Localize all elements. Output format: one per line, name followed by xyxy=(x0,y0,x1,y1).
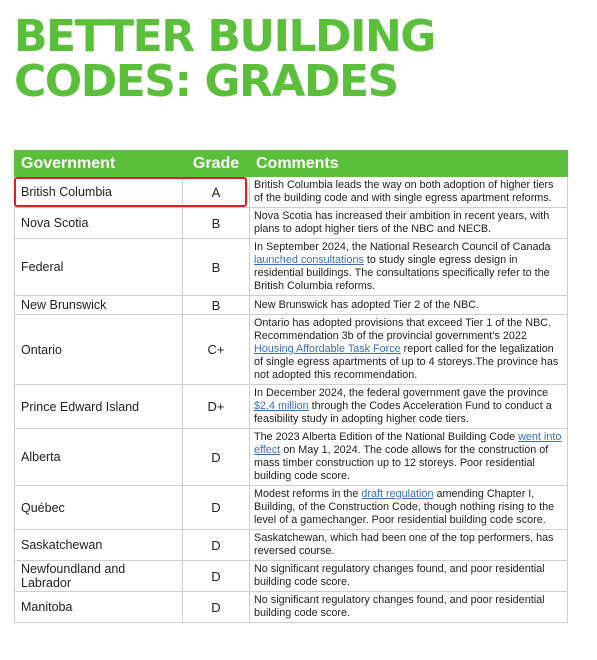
comment-link[interactable]: draft regulation xyxy=(361,488,434,500)
cell-government: Prince Edward Island xyxy=(15,385,183,429)
comment-link[interactable]: went into effect xyxy=(254,431,562,456)
cell-comment xyxy=(250,385,568,429)
comment-text: on May 1, 2024. The code allows for the construction of mass timber construction up to 12 storeys. Poor residential building code score. xyxy=(254,444,549,482)
table-header-row xyxy=(15,151,568,177)
grades-table xyxy=(14,150,568,623)
cell-grade: C+ xyxy=(183,315,250,385)
cell-comment xyxy=(250,239,568,296)
cell-comment xyxy=(250,486,568,530)
cell-grade: D xyxy=(183,592,250,623)
cell-government: Saskatchewan xyxy=(15,530,183,561)
table-row xyxy=(15,530,568,561)
title-line-1: BETTER BUILDING xyxy=(14,11,435,62)
table-row xyxy=(15,385,568,429)
comment-text: to study single egress design in residential buildings. The consultations specifically refer to the British Columbia reforms. xyxy=(254,254,550,292)
cell-grade: D xyxy=(183,561,250,592)
table-row xyxy=(15,429,568,486)
cell-government: Nova Scotia xyxy=(15,208,183,239)
cell-government: New Brunswick xyxy=(15,296,183,315)
comment-text: British Columbia leads the way on both adoption of higher tiers of the building code and with single egress apartment reforms. xyxy=(254,179,554,204)
table-row xyxy=(15,239,568,296)
cell-grade: D xyxy=(183,429,250,486)
page-title xyxy=(14,11,435,107)
header-grade: Grade xyxy=(183,151,250,177)
comment-link[interactable]: launched consultations xyxy=(254,254,364,266)
comment-text: In December 2024, the federal government gave the province xyxy=(254,387,549,399)
cell-government: British Columbia xyxy=(15,177,183,208)
comment-text: amending Chapter I, Building, of the Construction Code, though nothing rising to the level of a gamechanger. Poor residential building code score. xyxy=(254,488,555,526)
cell-government: Alberta xyxy=(15,429,183,486)
comment-text: Saskatchewan, which had been one of the top performers, has reversed course. xyxy=(254,532,554,557)
cell-government: Newfoundland and Labrador xyxy=(15,561,183,592)
comment-text: In September 2024, the National Research Council of Canada xyxy=(254,241,551,253)
header-comments: Comments xyxy=(250,151,568,177)
comment-text: report called for the legalization of single egress apartments of up to 4 storeys.The province has not adopted this recommendation. xyxy=(254,343,559,381)
table-row xyxy=(15,208,568,239)
comment-text: No significant regulatory changes found, and poor residential building code score. xyxy=(254,594,545,619)
cell-government: Federal xyxy=(15,239,183,296)
cell-grade: B xyxy=(183,296,250,315)
comment-text: Nova Scotia has increased their ambition in recent years, with plans to adopt higher tiers of the NBC and NECB. xyxy=(254,210,550,235)
title-line-2: CODES: GRADES xyxy=(14,56,398,107)
cell-grade: D xyxy=(183,486,250,530)
table-row xyxy=(15,486,568,530)
cell-government: Manitoba xyxy=(15,592,183,623)
table-body xyxy=(15,177,568,623)
cell-grade: B xyxy=(183,239,250,296)
cell-comment xyxy=(250,177,568,208)
comment-link[interactable]: $2.4 million xyxy=(254,400,309,412)
comment-link[interactable]: Housing Affordable Task Force xyxy=(254,343,401,355)
table-row xyxy=(15,592,568,623)
cell-comment xyxy=(250,561,568,592)
comment-text: through the Codes Acceleration Fund to conduct a feasibility study in adopting higher code tiers. xyxy=(254,400,552,425)
table-row xyxy=(15,315,568,385)
cell-government: Québec xyxy=(15,486,183,530)
cell-comment xyxy=(250,296,568,315)
comment-text: Ontario has adopted provisions that exceed Tier 1 of the NBC. Recommendation 3b of the provincial government’s 2022 xyxy=(254,317,552,342)
cell-comment xyxy=(250,315,568,385)
cell-government: Ontario xyxy=(15,315,183,385)
comment-text: New Brunswick has adopted Tier 2 of the NBC. xyxy=(254,298,480,311)
table-row xyxy=(15,296,568,315)
cell-comment xyxy=(250,208,568,239)
table-row xyxy=(15,561,568,592)
highlight-box xyxy=(14,177,247,207)
cell-grade: D+ xyxy=(183,385,250,429)
comment-text: Modest reforms in the xyxy=(254,488,362,500)
cell-grade: D xyxy=(183,530,250,561)
cell-grade: A xyxy=(183,177,250,208)
comment-text: No significant regulatory changes found, and poor residential building code score. xyxy=(254,563,545,588)
cell-comment xyxy=(250,429,568,486)
header-government: Government xyxy=(15,151,183,177)
cell-comment xyxy=(250,530,568,561)
cell-comment xyxy=(250,592,568,623)
comment-text: The 2023 Alberta Edition of the National Building Code xyxy=(254,431,519,443)
cell-grade: B xyxy=(183,208,250,239)
